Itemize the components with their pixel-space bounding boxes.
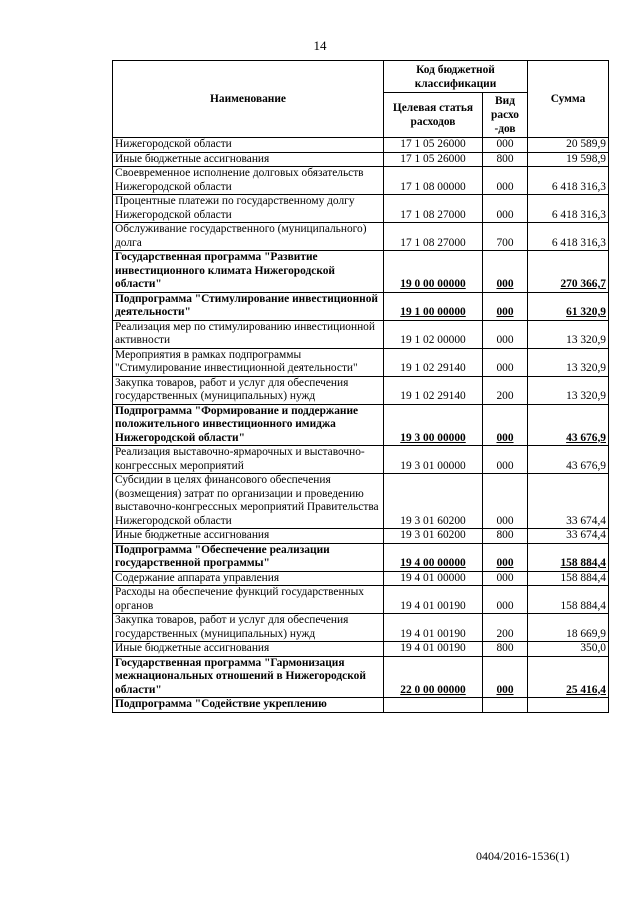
row-name: Реализация выставочно-ярмарочных и выставочно-конгрессных мероприятий (113, 446, 384, 474)
table-row (113, 586, 609, 614)
row-name: Мероприятия в рамках подпрограммы "Стимулирование инвестиционной деятельности" (113, 348, 384, 376)
row-name: Обслуживание государственного (муниципального) долга (113, 223, 384, 251)
row-type: 000 (483, 292, 528, 320)
row-type: 000 (483, 446, 528, 474)
row-code: 19 3 01 60200 (384, 529, 483, 544)
row-type: 000 (483, 138, 528, 153)
row-code: 17 1 05 26000 (384, 152, 483, 167)
row-code: 17 1 05 26000 (384, 138, 483, 153)
row-type: 000 (483, 167, 528, 195)
header-sum: Сумма (528, 61, 609, 138)
row-sum: 43 676,9 (528, 446, 609, 474)
row-type: 200 (483, 376, 528, 404)
row-sum: 33 674,4 (528, 529, 609, 544)
row-code: 17 1 08 27000 (384, 223, 483, 251)
row-sum: 20 589,9 (528, 138, 609, 153)
header-target-article: Целевая статья расходов (384, 93, 483, 138)
row-type: 000 (483, 195, 528, 223)
header-name: Наименование (113, 61, 384, 138)
row-code: 19 4 01 00190 (384, 614, 483, 642)
row-code: 17 1 08 27000 (384, 195, 483, 223)
row-code: 19 3 00 00000 (384, 404, 483, 446)
table-row (113, 474, 609, 529)
table-row (113, 223, 609, 251)
table-row (113, 656, 609, 698)
row-name: Реализация мер по стимулированию инвестиционной активности (113, 320, 384, 348)
row-type: 000 (483, 348, 528, 376)
row-name: Субсидии в целях финансового обеспечения (возмещения) затрат по организации и проведению выставочно-конгрессных мероприятий Правительства Нижегородской области (113, 474, 384, 529)
row-sum: 6 418 316,3 (528, 167, 609, 195)
row-sum: 158 884,4 (528, 586, 609, 614)
row-type: 800 (483, 152, 528, 167)
row-name: Своевременное исполнение долговых обязательств Нижегородской области (113, 167, 384, 195)
row-sum: 33 674,4 (528, 474, 609, 529)
row-type: 000 (483, 571, 528, 586)
header-code-group: Код бюджетной классификации (384, 61, 528, 93)
row-sum: 158 884,4 (528, 571, 609, 586)
table-body (113, 138, 609, 713)
row-code: 19 1 02 00000 (384, 320, 483, 348)
table-row (113, 167, 609, 195)
row-type: 000 (483, 404, 528, 446)
row-sum: 13 320,9 (528, 376, 609, 404)
row-code: 19 1 02 29140 (384, 376, 483, 404)
row-name: Подпрограмма "Содействие укреплению (113, 698, 384, 713)
table-row (113, 543, 609, 571)
row-name: Государственная программа "Развитие инвестиционного климата Нижегородской области" (113, 251, 384, 293)
row-sum: 43 676,9 (528, 404, 609, 446)
row-code: 22 0 00 00000 (384, 656, 483, 698)
row-name: Содержание аппарата управления (113, 571, 384, 586)
row-name: Государственная программа "Гармонизация межнациональных отношений в Нижегородской области" (113, 656, 384, 698)
row-type: 000 (483, 251, 528, 293)
row-sum: 19 598,9 (528, 152, 609, 167)
row-code: 19 0 00 00000 (384, 251, 483, 293)
row-code: 19 4 01 00000 (384, 571, 483, 586)
table-row (113, 446, 609, 474)
row-type: 800 (483, 529, 528, 544)
row-code (384, 698, 483, 713)
row-type: 000 (483, 586, 528, 614)
row-sum: 13 320,9 (528, 348, 609, 376)
row-sum (528, 698, 609, 713)
table-row (113, 376, 609, 404)
row-code: 19 1 02 29140 (384, 348, 483, 376)
row-name: Иные бюджетные ассигнования (113, 642, 384, 657)
table-row (113, 571, 609, 586)
table-row (113, 698, 609, 713)
row-sum: 25 416,4 (528, 656, 609, 698)
row-name: Процентные платежи по государственному долгу Нижегородской области (113, 195, 384, 223)
row-name: Закупка товаров, работ и услуг для обеспечения государственных (муниципальных) нужд (113, 614, 384, 642)
table-row (113, 195, 609, 223)
row-type: 700 (483, 223, 528, 251)
row-sum: 158 884,4 (528, 543, 609, 571)
table-row (113, 614, 609, 642)
row-type: 000 (483, 543, 528, 571)
table-row (113, 404, 609, 446)
document-number: 0404/2016-1536(1) (476, 849, 570, 863)
row-name: Подпрограмма "Стимулирование инвестиционной деятельности" (113, 292, 384, 320)
row-code: 19 3 01 00000 (384, 446, 483, 474)
row-type: 000 (483, 320, 528, 348)
table-row (113, 152, 609, 167)
table-row (113, 529, 609, 544)
row-sum: 6 418 316,3 (528, 195, 609, 223)
row-name: Подпрограмма "Формирование и поддержание положительного инвестиционного имиджа Нижегородской области" (113, 404, 384, 446)
row-code: 19 4 00 00000 (384, 543, 483, 571)
row-name: Иные бюджетные ассигнования (113, 529, 384, 544)
row-name: Нижегородской области (113, 138, 384, 153)
row-sum: 61 320,9 (528, 292, 609, 320)
budget-table (112, 60, 609, 713)
row-type: 000 (483, 474, 528, 529)
header-expense-type: Вид расхо -дов (483, 93, 528, 138)
table-row (113, 642, 609, 657)
row-name: Расходы на обеспечение функций государственных органов (113, 586, 384, 614)
row-name: Подпрограмма "Обеспечение реализации государственной программы" (113, 543, 384, 571)
table-row (113, 320, 609, 348)
table-row (113, 138, 609, 153)
row-type: 200 (483, 614, 528, 642)
row-name: Иные бюджетные ассигнования (113, 152, 384, 167)
row-type (483, 698, 528, 713)
row-sum: 18 669,9 (528, 614, 609, 642)
row-sum: 6 418 316,3 (528, 223, 609, 251)
table-row (113, 348, 609, 376)
row-type: 800 (483, 642, 528, 657)
page-number: 14 (313, 38, 327, 53)
row-sum: 270 366,7 (528, 251, 609, 293)
row-code: 19 4 01 00190 (384, 586, 483, 614)
table-row (113, 292, 609, 320)
row-sum: 350,0 (528, 642, 609, 657)
row-code: 19 1 00 00000 (384, 292, 483, 320)
row-type: 000 (483, 656, 528, 698)
row-code: 17 1 08 00000 (384, 167, 483, 195)
row-sum: 13 320,9 (528, 320, 609, 348)
table-row (113, 251, 609, 293)
row-code: 19 3 01 60200 (384, 474, 483, 529)
row-name: Закупка товаров, работ и услуг для обеспечения государственных (муниципальных) нужд (113, 376, 384, 404)
row-code: 19 4 01 00190 (384, 642, 483, 657)
